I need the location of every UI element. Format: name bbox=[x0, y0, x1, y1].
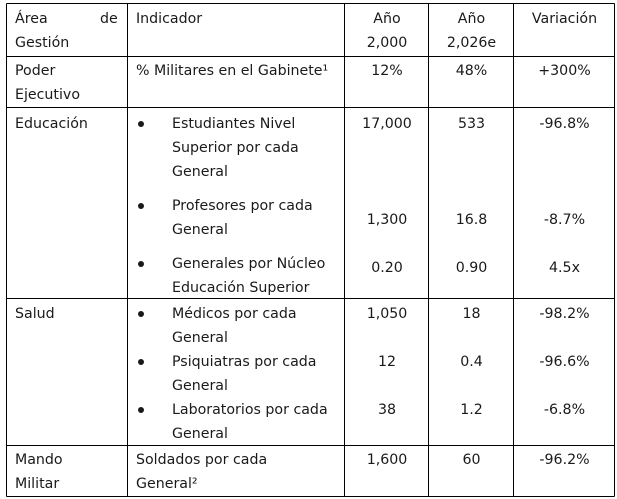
area-cell-line: Mando bbox=[15, 452, 63, 468]
variation-cell: 4.5x bbox=[549, 260, 580, 276]
value-2026-cell: 16.8 bbox=[455, 212, 488, 228]
header-year-2000-line2: 2,000 bbox=[366, 35, 408, 51]
header-area-line2: Gestión bbox=[15, 35, 70, 51]
value-2026-cell: 533 bbox=[457, 116, 486, 132]
area-cell-line: Militar bbox=[15, 476, 60, 492]
indicator-cell-line: General bbox=[172, 330, 228, 346]
value-2000-cell: 0.20 bbox=[371, 260, 403, 276]
value-2000-cell: 17,000 bbox=[362, 116, 412, 132]
indicator-cell-line: General² bbox=[136, 476, 198, 492]
value-2000-cell: 1,300 bbox=[366, 212, 408, 228]
bullet-icon bbox=[138, 407, 144, 413]
bullet-icon bbox=[138, 203, 144, 209]
header-area-word1: Área bbox=[15, 11, 48, 27]
indicator-cell-line: General bbox=[172, 426, 228, 442]
variation-cell: -8.7% bbox=[543, 212, 586, 228]
indicator-cell-line: Superior por cada bbox=[172, 140, 299, 156]
value-2000-cell: 1,600 bbox=[366, 452, 408, 468]
value-2000-cell: 1,050 bbox=[366, 306, 408, 322]
value-2000-cell: 12 bbox=[377, 354, 397, 370]
area-cell-line: Ejecutivo bbox=[15, 87, 81, 103]
bullet-icon bbox=[138, 311, 144, 317]
header-indicator: Indicador bbox=[136, 11, 203, 27]
value-2000-cell: 12% bbox=[371, 63, 403, 79]
indicator-cell-line: Educación Superior bbox=[172, 280, 310, 296]
variation-cell: -96.2% bbox=[539, 452, 590, 468]
indicator-cell-line: Laboratorios por cada bbox=[172, 402, 328, 418]
value-2026-cell: 0.4 bbox=[460, 354, 483, 370]
indicator-cell-line: Generales por Núcleo bbox=[172, 256, 326, 272]
indicator-cell-line: General bbox=[172, 378, 228, 394]
indicator-cell-line: % Militares en el Gabinete¹ bbox=[136, 63, 329, 79]
indicator-cell-line: Médicos por cada bbox=[172, 306, 297, 322]
value-2026-cell: 18 bbox=[462, 306, 481, 322]
value-2026-cell: 60 bbox=[462, 452, 481, 468]
header-year-2026-line1: Año bbox=[457, 11, 486, 27]
header-year-2000-line1: Año bbox=[373, 11, 401, 27]
indicator-cell-line: Profesores por cada bbox=[172, 198, 313, 214]
header-area-word2: de bbox=[100, 11, 118, 27]
indicator-cell-line: General bbox=[172, 222, 228, 238]
header-year-2026-line2: 2,026e bbox=[446, 35, 497, 51]
bullet-icon bbox=[138, 261, 144, 267]
area-cell-line: Poder bbox=[15, 63, 56, 79]
value-2026-cell: 48% bbox=[455, 63, 488, 79]
indicator-cell-line: Psiquiatras por cada bbox=[172, 354, 317, 370]
bullet-icon bbox=[138, 121, 144, 127]
value-2026-cell: 0.90 bbox=[455, 260, 488, 276]
value-2000-cell: 38 bbox=[377, 402, 397, 418]
variation-cell: +300% bbox=[538, 63, 591, 79]
variation-cell: -96.8% bbox=[539, 116, 590, 132]
indicator-cell-line: General bbox=[172, 164, 228, 180]
area-cell-line: Salud bbox=[15, 306, 55, 322]
variation-cell: -96.6% bbox=[539, 354, 590, 370]
bullet-icon bbox=[138, 359, 144, 365]
header-variation: Variación bbox=[531, 11, 598, 27]
indicator-cell-line: Estudiantes Nivel bbox=[172, 116, 296, 132]
indicator-cell-line: Soldados por cada bbox=[136, 452, 268, 468]
variation-cell: -6.8% bbox=[543, 402, 586, 418]
value-2026-cell: 1.2 bbox=[460, 402, 483, 418]
variation-cell: -98.2% bbox=[539, 306, 590, 322]
area-cell-line: Educación bbox=[15, 116, 88, 132]
